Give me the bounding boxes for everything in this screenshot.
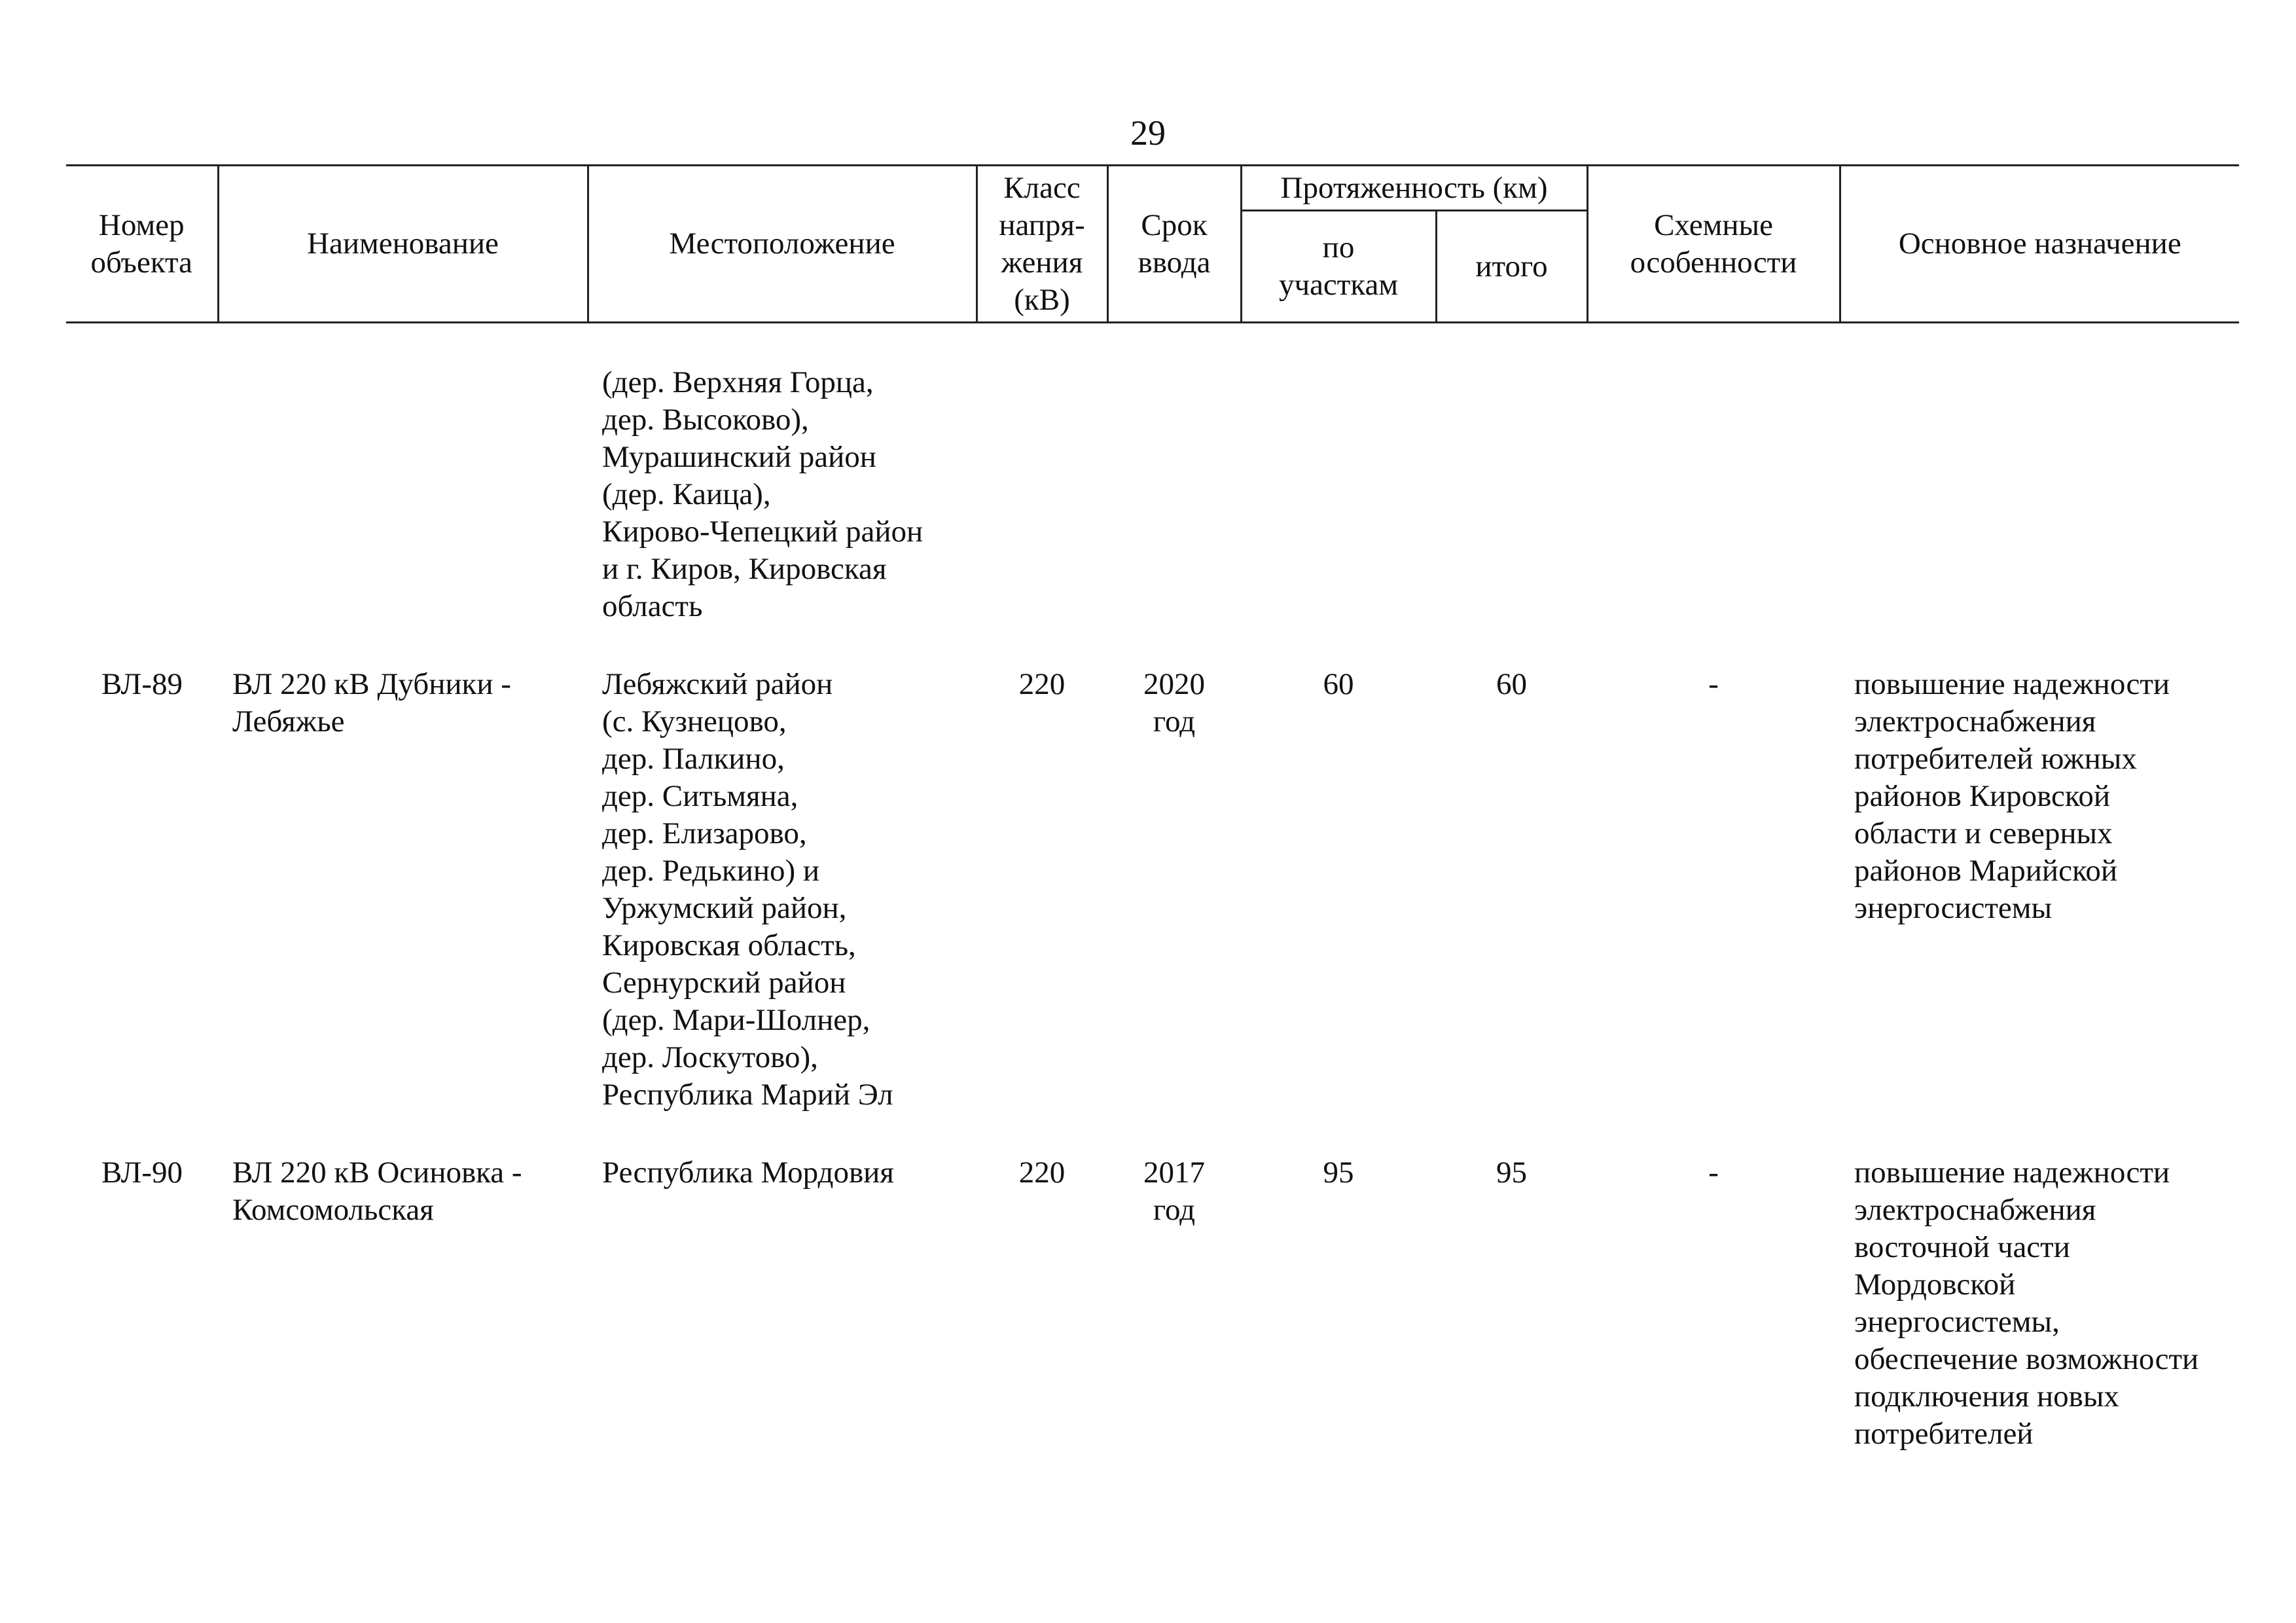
- header-commissioning: Срок ввода: [1107, 166, 1241, 323]
- infrastructure-table: [66, 164, 2239, 1453]
- table-header: [66, 166, 2239, 323]
- table-row: [66, 364, 2239, 625]
- header-object-number: Номер объекта: [66, 166, 218, 323]
- object-scheme-features: -: [1708, 1156, 1719, 1190]
- table-row: [66, 666, 2239, 1114]
- object-length-by-sections: 60: [1323, 667, 1354, 701]
- object-length-total: [1436, 364, 1587, 625]
- object-voltage: 220: [1018, 667, 1066, 701]
- object-scheme-features: -: [1708, 667, 1719, 701]
- object-length-by-sections: 95: [1323, 1156, 1354, 1190]
- header-length-group: Протяженность (км): [1241, 166, 1587, 211]
- object-number: [66, 364, 218, 625]
- object-name: ВЛ 220 кВ Осиновка - Комсомольская: [232, 1156, 522, 1227]
- header-length-by-sections: по участкам: [1241, 211, 1436, 323]
- header-length-total: итого: [1436, 211, 1587, 323]
- object-length-by-sections: [1241, 364, 1436, 625]
- header-location: Местоположение: [588, 166, 977, 323]
- object-purpose: повышение надежности электроснабжения восточной части Мордовской энергосистемы, обеспечение возможности подключения новых потребителей: [1854, 1156, 2199, 1451]
- object-location: (дер. Верхняя Горца, дер. Высоково), Мурашинский район (дер. Каица), Кирово-Чепецкий район и г. Киров, Кировская область: [602, 365, 924, 623]
- object-purpose: [1840, 364, 2239, 625]
- table-body: [66, 323, 2239, 1453]
- object-voltage: [977, 364, 1107, 625]
- object-location: Республика Мордовия: [602, 1156, 894, 1190]
- object-year: [1107, 364, 1241, 625]
- object-number: ВЛ-90: [101, 1156, 183, 1190]
- object-year: 2020 год: [1143, 667, 1205, 739]
- header-main-purpose: Основное назначение: [1840, 166, 2239, 323]
- object-location: Лебяжский район (с. Кузнецово, дер. Палкино, дер. Ситьмяна, дер. Елизарово, дер. Редькино) и Уржумский район, Кировская область, Сернурский район (дер. Мари-Шолнер, дер. Лоскутово), Республика Марий Эл: [602, 667, 893, 1112]
- table-row: [66, 1154, 2239, 1453]
- header-name: Наименование: [218, 166, 588, 323]
- object-length-total: 95: [1496, 1156, 1527, 1190]
- object-year: 2017 год: [1143, 1156, 1205, 1227]
- object-name: ВЛ 220 кВ Дубники - Лебяжье: [232, 667, 511, 739]
- object-scheme-features: [1587, 364, 1840, 625]
- object-number: ВЛ-89: [101, 667, 183, 701]
- object-name: [218, 364, 588, 625]
- header-voltage-class: Класс напря- жения (кВ): [977, 166, 1107, 323]
- object-length-total: 60: [1496, 667, 1527, 701]
- page-number: 29: [1130, 113, 1166, 153]
- object-voltage: 220: [1018, 1156, 1066, 1190]
- header-scheme-features: Схемные особенности: [1587, 166, 1840, 323]
- object-purpose: повышение надежности электроснабжения потребителей южных районов Кировской области и северных районов Марийской энергосистемы: [1854, 667, 2170, 925]
